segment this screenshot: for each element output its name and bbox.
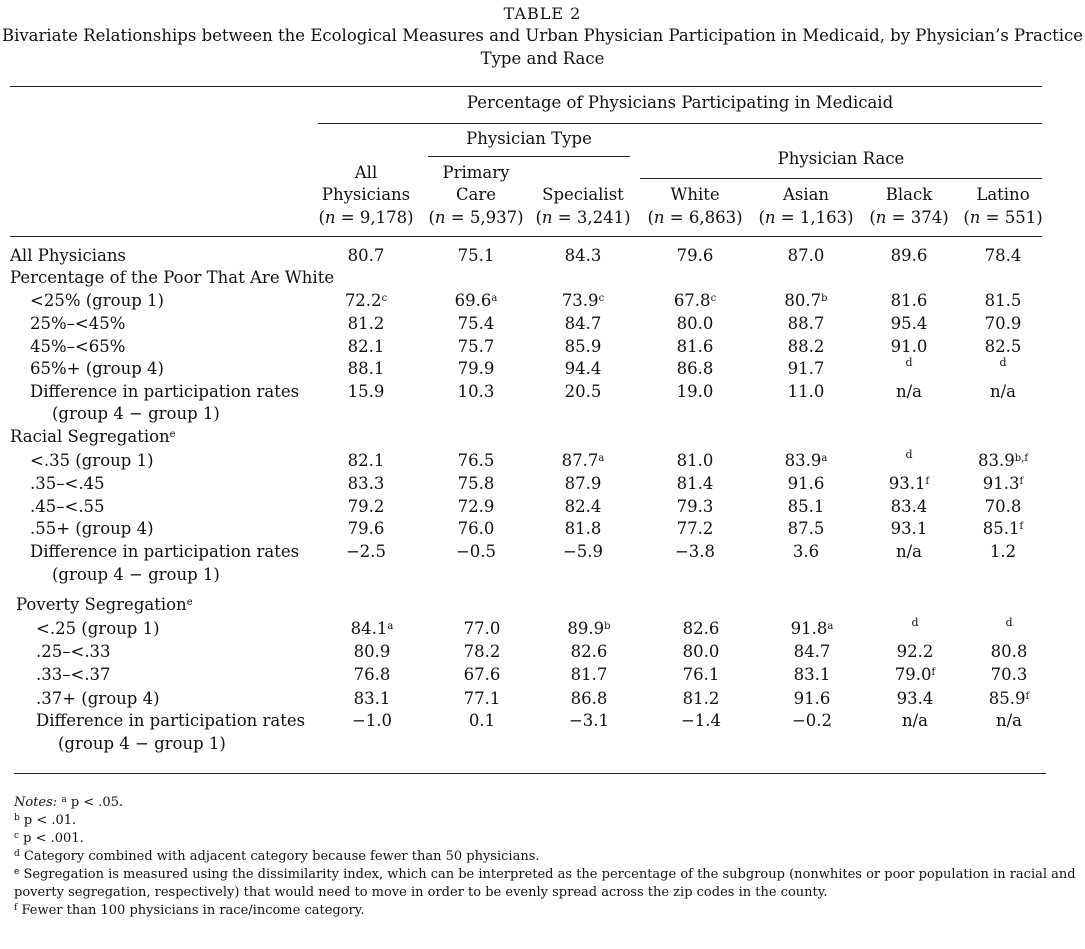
column-header-line2: Black — [885, 185, 933, 204]
table-cell: 75.1 — [457, 246, 495, 265]
row-label: Difference in participation rates — [30, 542, 300, 561]
top-rule — [10, 86, 1042, 87]
column-header-n: (n = 9,178) — [318, 208, 414, 227]
table-cell: 81.2 — [347, 314, 385, 333]
table-cell: −1.4 — [680, 711, 722, 730]
table-cell: 20.5 — [564, 382, 602, 401]
table-cell: 88.1 — [347, 359, 385, 378]
table-cell: 79.0$^f$ — [894, 665, 936, 684]
table-cell: 81.2 — [682, 689, 720, 708]
footnote: $^d$ Category combined with adjacent category because fewer than 50 physicians. — [14, 849, 540, 864]
table-cell: 86.8 — [570, 689, 608, 708]
significance-marker: c — [381, 293, 388, 304]
table-cell: 0.1 — [468, 711, 496, 730]
footnote: poverty segregation, respectively) that would need to move in order to be evenly spread across the zip codes in the county. — [14, 885, 828, 900]
table-cell: 89.6 — [890, 246, 928, 265]
row-label: .25–<.33 — [36, 642, 111, 661]
table-cell: 78.2 — [463, 642, 501, 661]
table-cell: 79.2 — [347, 497, 385, 516]
table-cell: 69.6$^a$ — [454, 291, 498, 310]
table-cell: n/a — [895, 542, 923, 561]
table-cell: 94.4 — [564, 359, 602, 378]
footnote: Notes: $^a$ p < .05. — [14, 795, 124, 810]
row-label: Racial Segregation$^e$ — [10, 427, 176, 446]
table-cell: 87.7$^a$ — [561, 451, 605, 470]
row-label: <25% (group 1) — [30, 291, 164, 310]
table-cell: 89.9$^b$ — [567, 619, 611, 638]
header-bottom-rule — [10, 236, 1042, 237]
row-label: 25%–<45% — [30, 314, 126, 333]
table-cell: 84.7 — [564, 314, 602, 333]
table-cell: 73.9$^c$ — [561, 291, 605, 310]
table-cell: 93.1$^f$ — [888, 474, 930, 493]
table-cell: n/a — [989, 382, 1017, 401]
banner-rule — [318, 123, 1042, 124]
table-cell: 70.9 — [984, 314, 1022, 333]
table-cell: 82.5 — [984, 337, 1022, 356]
table-cell: 77.1 — [463, 689, 501, 708]
significance-marker: a — [827, 621, 834, 632]
table-cell: 81.5 — [984, 291, 1022, 310]
column-n-value: 551 — [1004, 208, 1037, 227]
table-cell: −2.5 — [345, 542, 387, 561]
table-cell: 83.1 — [353, 689, 391, 708]
table-cell: 83.9$^{b,f}$ — [977, 451, 1029, 470]
group-physician-race: Physician Race — [777, 149, 905, 168]
table-cell: 80.0 — [676, 314, 714, 333]
column-header-n: (n = 6,863) — [647, 208, 743, 227]
table-cell: 85.9 — [564, 337, 602, 356]
table-cell: −0.5 — [455, 542, 497, 561]
table-cell: 84.7 — [793, 642, 831, 661]
table-cell: 83.1 — [793, 665, 831, 684]
table-cell: 80.7 — [347, 246, 385, 265]
table-cell: n/a — [895, 382, 923, 401]
bottom-rule — [14, 773, 1046, 774]
table-cell: 70.8 — [984, 497, 1022, 516]
significance-marker: b,f — [1014, 453, 1029, 464]
table-cell: 88.2 — [787, 337, 825, 356]
table-cell: 81.8 — [564, 519, 602, 538]
table-cell: 70.3 — [990, 665, 1028, 684]
table-cell: 15.9 — [347, 382, 385, 401]
table-cell: n/a — [901, 711, 929, 730]
table-cell: 82.6 — [570, 642, 608, 661]
table-cell: 81.6 — [890, 291, 928, 310]
table-cell: 77.0 — [463, 619, 501, 638]
table-cell: 1.2 — [989, 542, 1017, 561]
type-rule — [428, 156, 630, 157]
table-cell: 72.9 — [457, 497, 495, 516]
column-header-line1: All — [354, 163, 378, 182]
table-cell: 81.7 — [570, 665, 608, 684]
table-cell: 67.8$^c$ — [673, 291, 717, 310]
row-label: .33–<.37 — [36, 665, 111, 684]
column-n-value: 9,178 — [359, 208, 408, 227]
header-banner: Percentage of Physicians Participating in Medicaid — [466, 93, 894, 112]
significance-marker: f — [1019, 521, 1024, 532]
significance-marker: a — [491, 293, 498, 304]
significance-marker: d — [1005, 616, 1013, 629]
table-cell: 76.8 — [353, 665, 391, 684]
table-cell: 93.1 — [890, 519, 928, 538]
table-cell: 83.9$^a$ — [784, 451, 828, 470]
race-rule — [640, 178, 1042, 179]
significance-marker: d — [905, 356, 913, 369]
significance-marker: d — [905, 448, 913, 461]
table-cell — [951, 358, 1055, 380]
column-header-n: (n = 1,163) — [758, 208, 854, 227]
table-cell: 80.0 — [682, 642, 720, 661]
row-label: .37+ (group 4) — [36, 689, 160, 708]
row-label: <.25 (group 1) — [36, 619, 160, 638]
table-cell: 75.8 — [457, 474, 495, 493]
row-label: (group 4 − group 1) — [52, 565, 220, 584]
table-cell: n/a — [995, 711, 1023, 730]
table-cell: 80.7$^b$ — [784, 291, 828, 310]
table-cell: 95.4 — [890, 314, 928, 333]
significance-marker: c — [710, 293, 717, 304]
table-cell: 86.8 — [676, 359, 714, 378]
table-cell: 84.3 — [564, 246, 602, 265]
column-header-line2: Specialist — [542, 185, 624, 204]
table-cell — [857, 358, 961, 380]
table-cell: 11.0 — [787, 382, 825, 401]
significance-marker: c — [598, 293, 605, 304]
column-header-line1: Primary — [442, 163, 510, 182]
table-cell: 85.1$^f$ — [982, 519, 1024, 538]
footnote: $^e$ Segregation is measured using the dissimilarity index, which can be interpreted as the percentage of the subgroup (nonwhites or poor population in racial and — [14, 867, 1076, 882]
table-cell: 78.4 — [984, 246, 1022, 265]
column-header-line2: Physicians — [321, 185, 411, 204]
column-header-n: (n = 5,937) — [428, 208, 524, 227]
table-notes — [14, 794, 1076, 920]
row-label: Poverty Segregation$^e$ — [16, 595, 193, 614]
significance-marker: d — [911, 616, 919, 629]
significance-marker: a — [387, 621, 394, 632]
table-cell: 79.3 — [676, 497, 714, 516]
row-label: (group 4 − group 1) — [52, 404, 220, 423]
table-cell: 75.7 — [457, 337, 495, 356]
footnote: $^f$ Fewer than 100 physicians in race/income category. — [14, 903, 365, 918]
table-cell: −0.2 — [791, 711, 833, 730]
row-label: Percentage of the Poor That Are White — [10, 268, 335, 287]
table-cell: 88.7 — [787, 314, 825, 333]
table-cell: 82.6 — [682, 619, 720, 638]
table-cell: 75.4 — [457, 314, 495, 333]
significance-marker: f — [925, 476, 930, 487]
table-cell: 80.8 — [990, 642, 1028, 661]
table-caption-line-2: Type and Race — [480, 49, 605, 68]
table-cell: 91.6 — [787, 474, 825, 493]
table-cell: 83.4 — [890, 497, 928, 516]
table-cell: 72.2$^c$ — [344, 291, 388, 310]
column-header-n: (n = 3,241) — [535, 208, 631, 227]
table-cell: 91.7 — [787, 359, 825, 378]
table-cell: 91.6 — [793, 689, 831, 708]
table-cell: 85.1 — [787, 497, 825, 516]
row-label: Difference in participation rates — [36, 711, 306, 730]
column-n-value: 374 — [910, 208, 943, 227]
column-n-value: 3,241 — [576, 208, 625, 227]
significance-marker: f — [1019, 476, 1024, 487]
table-cell: 81.6 — [676, 337, 714, 356]
row-label: Difference in participation rates — [30, 382, 300, 401]
table-cell: 3.6 — [792, 542, 820, 561]
significance-marker: a — [821, 453, 828, 464]
row-label: All Physicians — [10, 246, 126, 265]
column-n-value: 5,937 — [469, 208, 518, 227]
column-header-n: (n = 374) — [869, 208, 949, 227]
footnote: $^b$ p < .01. — [14, 813, 77, 828]
footnote-marker: e — [169, 429, 176, 440]
table-label: TABLE 2 — [503, 4, 582, 23]
table-cell: 76.1 — [682, 665, 720, 684]
significance-marker: f — [931, 667, 936, 678]
table-cell: 87.5 — [787, 519, 825, 538]
table-cell: 10.3 — [457, 382, 495, 401]
table-cell: 82.1 — [347, 451, 385, 470]
group-physician-type: Physician Type — [466, 129, 592, 148]
table-cell: 91.0 — [890, 337, 928, 356]
column-header-line2: White — [670, 185, 720, 204]
table-cell: −3.8 — [674, 542, 716, 561]
table-cell: 76.5 — [457, 451, 495, 470]
table-cell: 91.3$^f$ — [982, 474, 1024, 493]
table-cell: 76.0 — [457, 519, 495, 538]
table-cell: 84.1$^a$ — [350, 619, 394, 638]
significance-marker: a — [598, 453, 605, 464]
table-cell: 79.6 — [676, 246, 714, 265]
table-cell: 82.1 — [347, 337, 385, 356]
significance-marker: d — [999, 356, 1007, 369]
table-cell: 80.9 — [353, 642, 391, 661]
table-cell: 93.4 — [896, 689, 934, 708]
table-cell — [957, 618, 1061, 640]
significance-marker: b — [821, 293, 828, 304]
table-cell: 91.8$^a$ — [790, 619, 834, 638]
column-header-line2: Asian — [782, 185, 830, 204]
table-cell: −1.0 — [351, 711, 393, 730]
row-label: <.35 (group 1) — [30, 451, 154, 470]
table-cell: 85.9$^f$ — [988, 689, 1030, 708]
table-cell: 67.6 — [463, 665, 501, 684]
table-cell — [857, 450, 961, 472]
column-header-line2: Care — [455, 185, 497, 204]
table-cell: −5.9 — [562, 542, 604, 561]
significance-marker: b — [604, 621, 611, 632]
table-cell: 81.0 — [676, 451, 714, 470]
table-cell: −3.1 — [568, 711, 610, 730]
row-label: 65%+ (group 4) — [30, 359, 164, 378]
footnote-marker: e — [186, 597, 193, 608]
row-label: 45%–<65% — [30, 337, 126, 356]
column-n-value: 6,863 — [688, 208, 737, 227]
table-cell: 81.4 — [676, 474, 714, 493]
table-cell: 77.2 — [676, 519, 714, 538]
column-header-line2: Latino — [976, 185, 1030, 204]
table-cell: 82.4 — [564, 497, 602, 516]
table-caption-line-1: Bivariate Relationships between the Ecological Measures and Urban Physician Participation in Medicaid, by Physician’s Practice — [1, 26, 1084, 45]
row-label: .35–<.45 — [30, 474, 105, 493]
table-cell: 19.0 — [676, 382, 714, 401]
row-label: (group 4 − group 1) — [58, 734, 226, 753]
column-n-value: 1,163 — [799, 208, 848, 227]
row-label: .45–<.55 — [30, 497, 105, 516]
table-cell: 79.6 — [347, 519, 385, 538]
table-cell: 87.0 — [787, 246, 825, 265]
table-cell — [863, 618, 967, 640]
column-header-n: (n = 551) — [963, 208, 1043, 227]
table-cell: 87.9 — [564, 474, 602, 493]
footnote: $^c$ p < .001. — [14, 831, 84, 846]
table-cell: 83.3 — [347, 474, 385, 493]
table-cell: 79.9 — [457, 359, 495, 378]
row-label: .55+ (group 4) — [30, 519, 154, 538]
table-cell: 92.2 — [896, 642, 934, 661]
significance-marker: f — [1025, 691, 1030, 702]
